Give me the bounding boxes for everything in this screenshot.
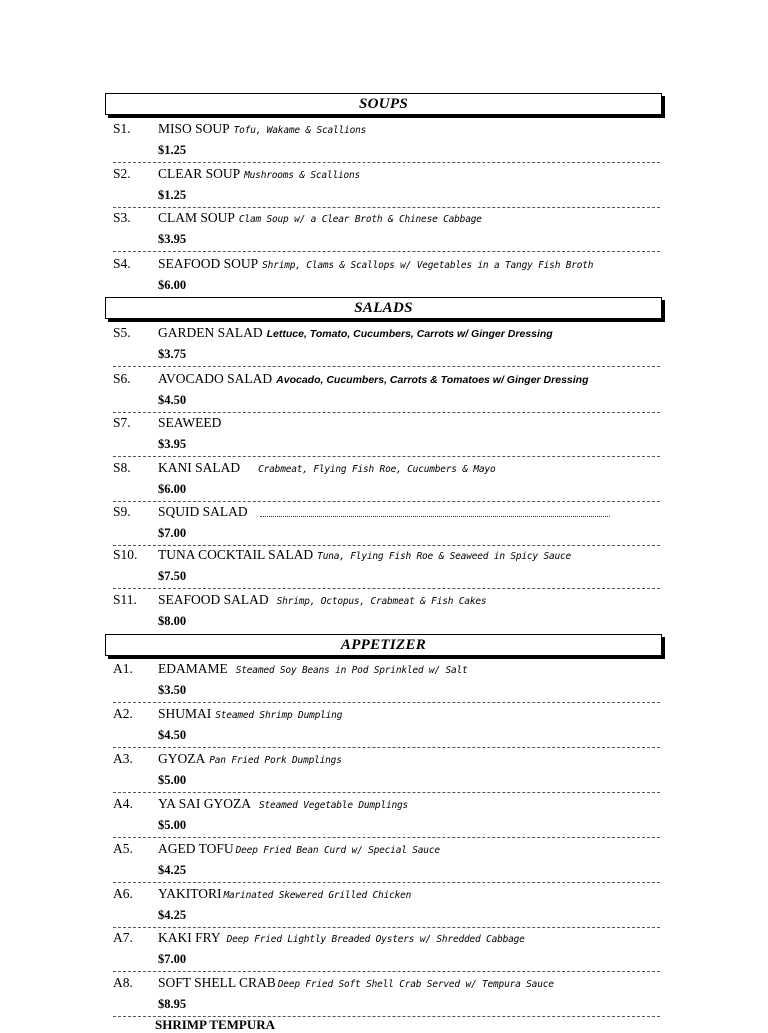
item-price: $8.95 xyxy=(158,997,187,1011)
item-name: YAKITORI xyxy=(158,886,222,901)
menu-item-a5 xyxy=(105,841,660,885)
section-title: SOUPS xyxy=(358,96,408,112)
item-code: S2. xyxy=(113,166,131,181)
dashed-divider xyxy=(113,162,660,163)
item-price: $8.00 xyxy=(158,614,187,628)
menu-item-s1 xyxy=(105,121,660,165)
dashed-divider xyxy=(113,927,660,928)
dashed-divider xyxy=(113,882,660,883)
menu-item-a8 xyxy=(105,975,660,1019)
dashed-divider xyxy=(113,251,660,252)
section-header-soups xyxy=(105,93,662,115)
section-header-salads xyxy=(105,297,662,319)
item-price: $4.25 xyxy=(158,863,187,877)
item-description: Steamed Shrimp Dumpling xyxy=(215,710,343,721)
item-code: S4. xyxy=(113,256,131,271)
item-description: Shrimp, Clams & Scallops w/ Vegetables in a Tangy Fish Broth xyxy=(262,260,594,271)
item-description: Deep Fried Bean Curd w/ Special Sauce xyxy=(235,845,440,856)
item-description: Tuna, Flying Fish Roe & Seaweed in Spicy Sauce xyxy=(317,551,572,562)
menu-item-a7 xyxy=(105,930,660,974)
item-price: $6.00 xyxy=(158,482,187,496)
menu-item-s8 xyxy=(105,460,660,504)
dashed-divider xyxy=(113,588,660,589)
item-code: S1. xyxy=(113,121,131,136)
item-description: Crabmeat, Flying Fish Roe, Cucumbers & Mayo xyxy=(258,464,496,475)
item-price: $5.00 xyxy=(158,773,187,787)
item-code: A6. xyxy=(113,886,133,901)
section-header-appetizer xyxy=(105,634,662,656)
menu-item-s3 xyxy=(105,210,660,254)
item-description: Steamed Vegetable Dumplings xyxy=(259,800,409,811)
item-title xyxy=(158,121,366,137)
item-price: $4.25 xyxy=(158,908,187,922)
item-price: $4.50 xyxy=(158,728,187,742)
item-name: MISO SOUP xyxy=(158,121,230,136)
item-code: S3. xyxy=(113,210,131,225)
menu-item-s10 xyxy=(105,547,660,591)
dashed-divider xyxy=(113,501,660,502)
item-name: KANI SALAD xyxy=(158,460,241,475)
menu-item-a3 xyxy=(105,751,660,795)
item-title xyxy=(158,592,486,608)
item-title xyxy=(158,371,589,387)
item-price: $3.75 xyxy=(158,347,187,361)
item-description: Steamed Soy Beans in Pod Sprinkled w/ Salt xyxy=(235,665,468,676)
item-title xyxy=(158,886,411,902)
item-title xyxy=(158,796,408,812)
item-title xyxy=(158,256,593,272)
item-price: $7.00 xyxy=(158,952,187,966)
item-price: $6.00 xyxy=(158,278,187,292)
item-code: S7. xyxy=(113,415,131,430)
menu-item-s2 xyxy=(105,166,660,210)
menu-item-s11 xyxy=(105,592,660,636)
item-code: S6. xyxy=(113,371,131,386)
item-price: $1.25 xyxy=(158,143,187,157)
item-code: S9. xyxy=(113,504,131,519)
item-name: SOFT SHELL CRAB xyxy=(158,975,276,990)
item-price: $7.50 xyxy=(158,569,187,583)
item-title xyxy=(158,415,221,431)
item-title xyxy=(158,460,495,476)
item-title xyxy=(158,975,554,991)
dashed-divider xyxy=(113,366,660,367)
item-title xyxy=(158,661,468,677)
dashed-divider xyxy=(113,545,660,546)
item-description: Mushrooms & Scallions xyxy=(244,170,361,181)
item-name: AVOCADO SALAD xyxy=(158,371,273,386)
item-name: SEAFOOD SOUP xyxy=(158,256,259,271)
cutoff-next-item: SHRIMP TEMPURA xyxy=(155,1017,276,1032)
item-title xyxy=(158,325,553,341)
item-price: $7.00 xyxy=(158,526,187,540)
item-description: Tofu, Wakame & Scallions xyxy=(233,125,367,136)
blank-description-line xyxy=(260,516,610,517)
item-code: S8. xyxy=(113,460,131,475)
item-name: YA SAI GYOZA xyxy=(158,796,252,811)
item-name: CLEAR SOUP xyxy=(158,166,241,181)
item-code: A4. xyxy=(113,796,133,811)
item-name: SHUMAI xyxy=(158,706,212,721)
item-price: $3.95 xyxy=(158,232,187,246)
menu-item-s7 xyxy=(105,415,660,459)
item-title xyxy=(158,706,342,722)
item-name: CLAM SOUP xyxy=(158,210,235,225)
item-title xyxy=(158,210,482,226)
item-name: TUNA COCKTAIL SALAD xyxy=(158,547,314,562)
dashed-divider xyxy=(113,412,660,413)
item-title xyxy=(158,930,525,946)
item-description: Deep Fried Lightly Breaded Oysters w/ Shredded Cabbage xyxy=(226,934,525,945)
item-description: Clam Soup w/ a Clear Broth & Chinese Cabbage xyxy=(238,214,482,225)
dashed-divider xyxy=(113,837,660,838)
dashed-divider xyxy=(113,747,660,748)
item-description: Lettuce, Tomato, Cucumbers, Carrots w/ Ginger Dressing xyxy=(266,328,553,340)
item-name: SEAFOOD SALAD xyxy=(158,592,269,607)
dashed-divider xyxy=(113,702,660,703)
item-name: EDAMAME xyxy=(158,661,228,676)
item-name: AGED TOFU xyxy=(158,841,234,856)
item-description: Marinated Skewered Grilled Chicken xyxy=(223,890,412,901)
item-name: GYOZA xyxy=(158,751,206,766)
section-title: SALADS xyxy=(354,300,413,316)
item-price: $1.25 xyxy=(158,188,187,202)
item-price: $3.95 xyxy=(158,437,187,451)
item-price: $5.00 xyxy=(158,818,187,832)
menu-item-a1 xyxy=(105,661,660,705)
dashed-divider xyxy=(113,971,660,972)
item-name: SEAWEED xyxy=(158,415,222,430)
menu-item-s9 xyxy=(105,504,660,548)
item-description: Avocado, Cucumbers, Carrots & Tomatoes w/ Ginger Dressing xyxy=(276,374,589,386)
item-name: KAKI FRY xyxy=(158,930,221,945)
menu-item-a4 xyxy=(105,796,660,840)
item-title xyxy=(158,504,248,520)
item-price: $4.50 xyxy=(158,393,187,407)
menu-item-a2 xyxy=(105,706,660,750)
section-title: APPETIZER xyxy=(340,637,427,653)
menu-item-s5 xyxy=(105,325,660,369)
dashed-divider xyxy=(113,456,660,457)
item-name: GARDEN SALAD xyxy=(158,325,263,340)
item-code: A2. xyxy=(113,706,133,721)
item-name: SQUID SALAD xyxy=(158,504,248,519)
dashed-divider xyxy=(113,792,660,793)
item-code: A8. xyxy=(113,975,133,990)
item-description: Deep Fried Soft Shell Crab Served w/ Tempura Sauce xyxy=(277,979,554,990)
item-description: Pan Fried Pork Dumplings xyxy=(209,755,342,766)
item-code: A7. xyxy=(113,930,133,945)
item-description: Shrimp, Octopus, Crabmeat & Fish Cakes xyxy=(276,596,487,607)
item-code: S11. xyxy=(113,592,137,607)
item-title xyxy=(158,166,360,182)
item-title xyxy=(158,841,440,857)
item-code: A1. xyxy=(113,661,133,676)
menu-item-a6 xyxy=(105,886,660,930)
item-title xyxy=(158,751,342,767)
menu-item-s6 xyxy=(105,371,660,415)
item-code: S5. xyxy=(113,325,131,340)
dashed-divider xyxy=(113,207,660,208)
item-code: A5. xyxy=(113,841,133,856)
item-code: A3. xyxy=(113,751,133,766)
menu-item-s4 xyxy=(105,256,660,300)
item-code: S10. xyxy=(113,547,138,562)
item-title xyxy=(158,547,571,563)
item-price: $3.50 xyxy=(158,683,187,697)
